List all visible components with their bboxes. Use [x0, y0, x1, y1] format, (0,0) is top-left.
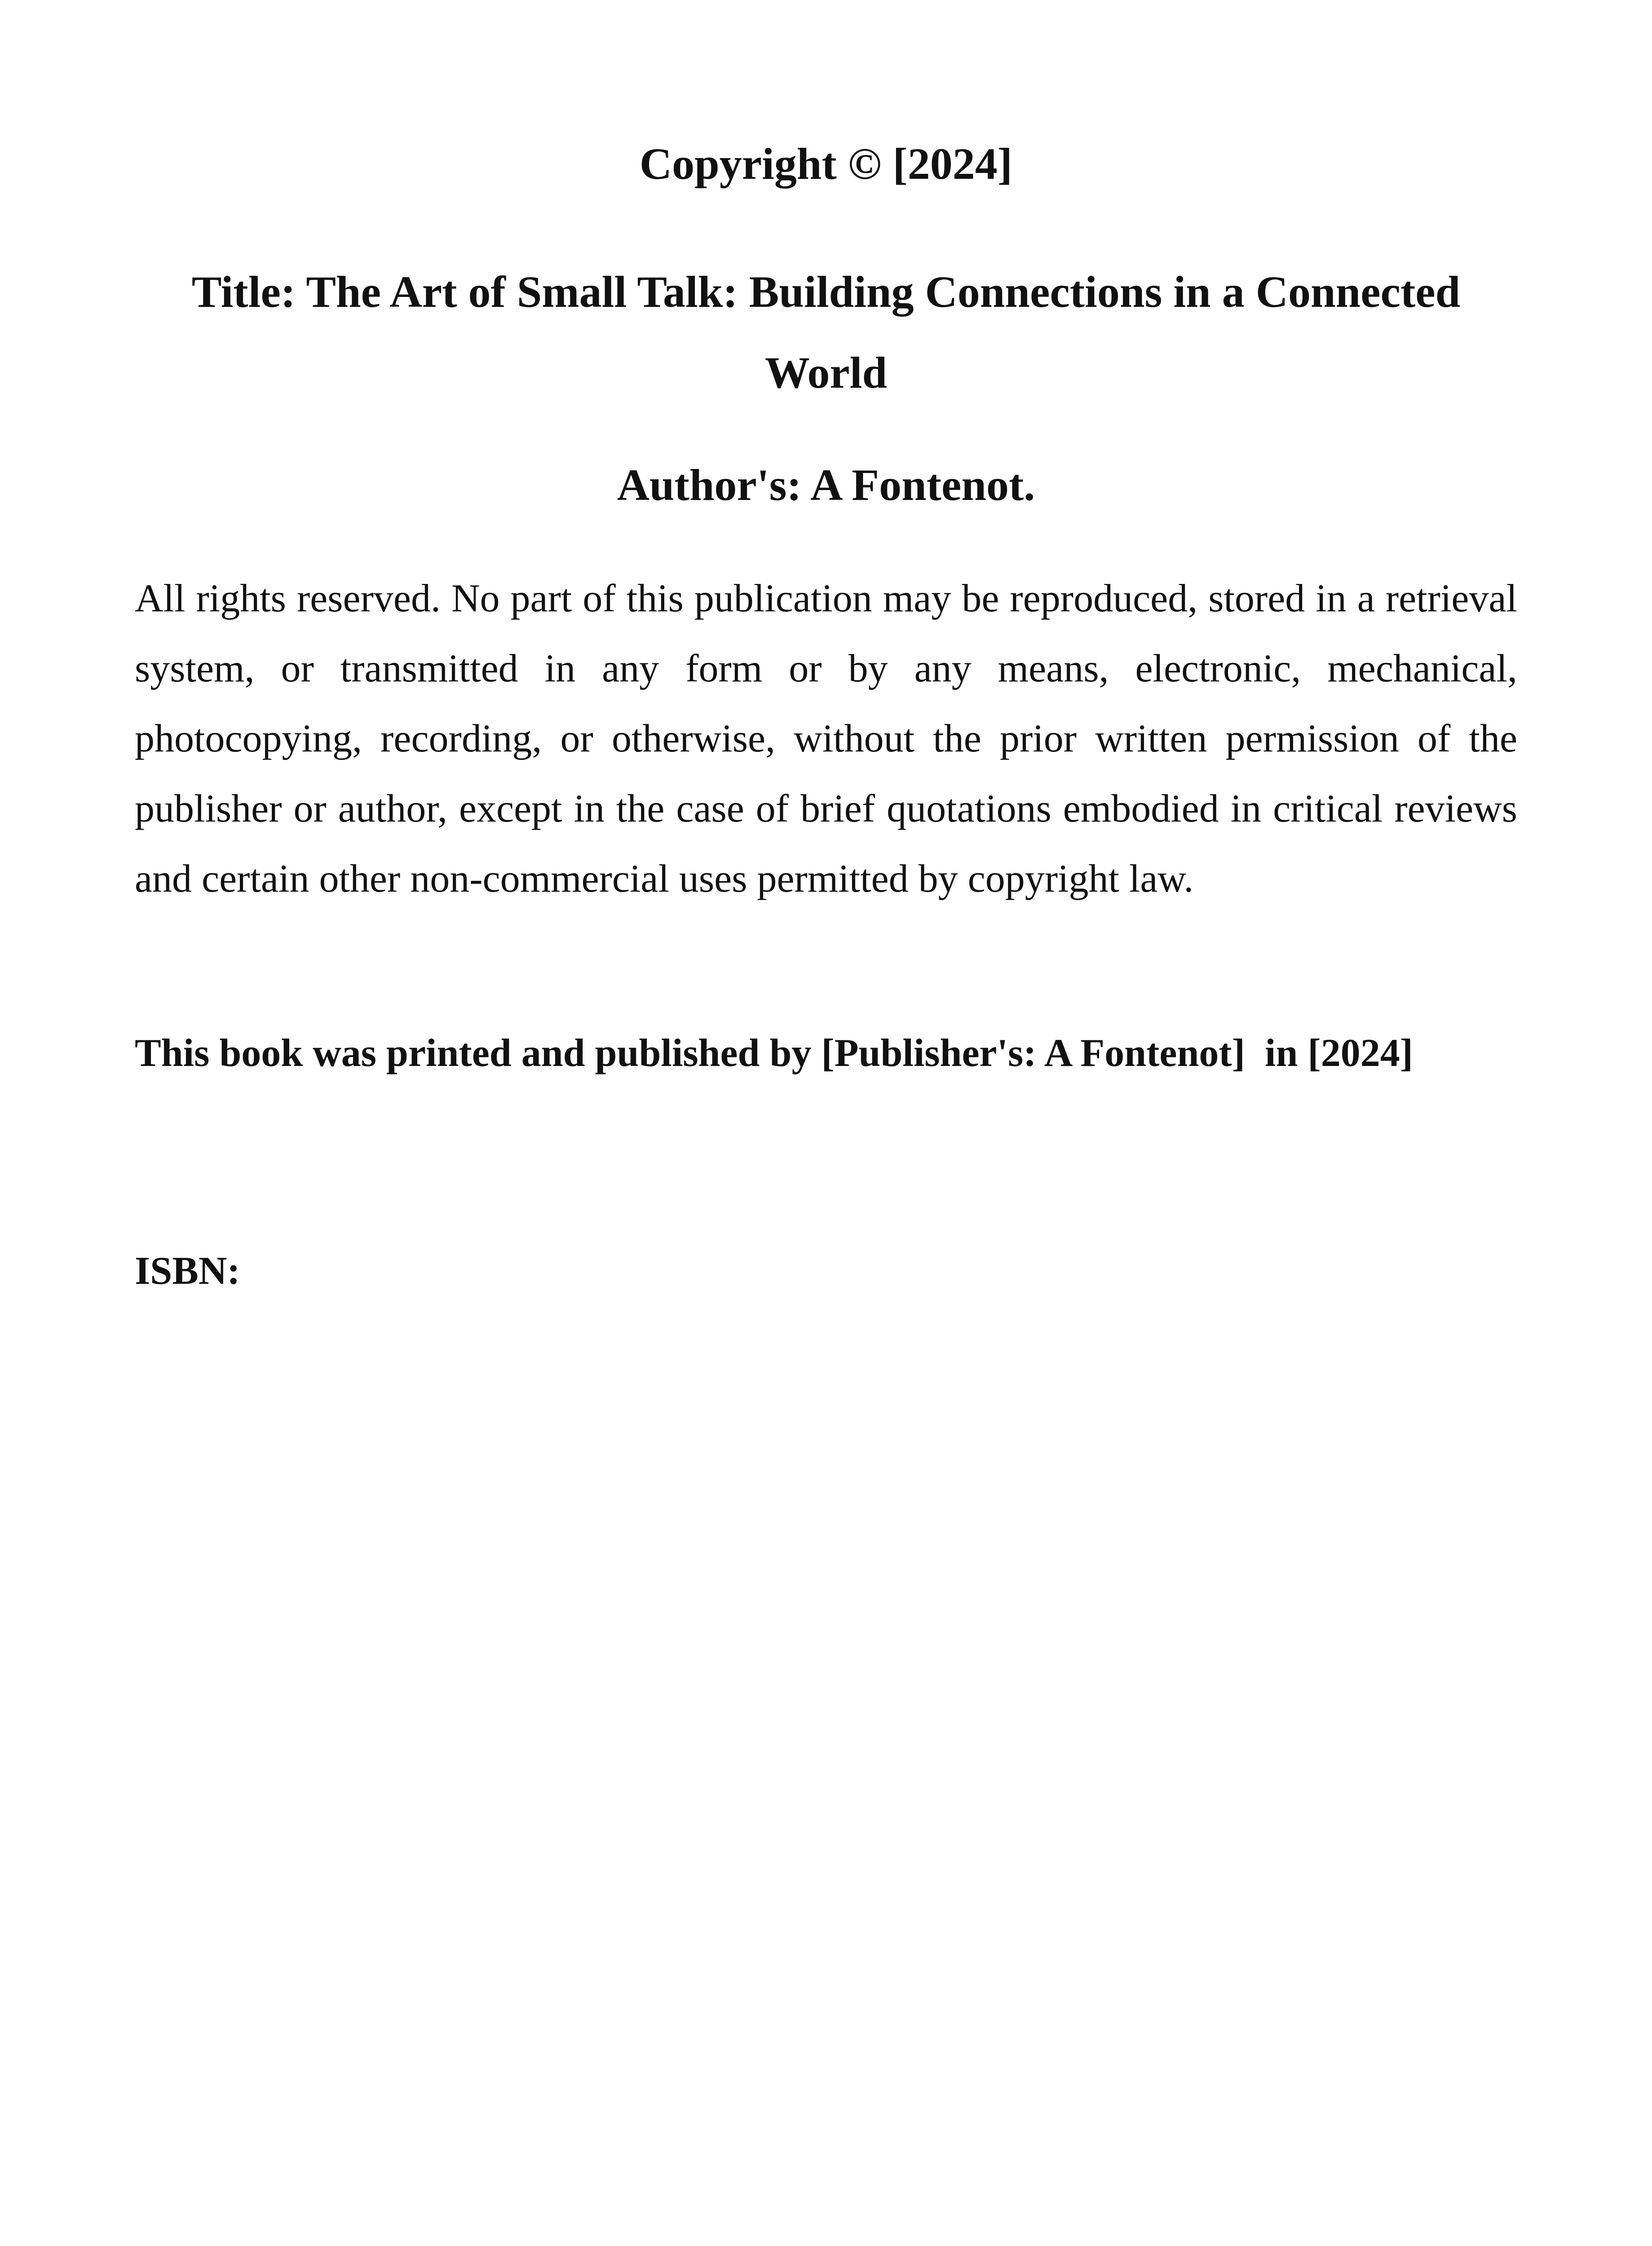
publisher-line: This book was printed and published by [Publisher's: A Fontenot] in [2024] [135, 1031, 1413, 1075]
author-line: Author's: A Fontenot. [617, 460, 1035, 510]
isbn-label: ISBN: [135, 1249, 240, 1293]
book-title: Title: The Art of Small Talk: Building Connections in a Connected World [191, 267, 1461, 398]
copyright-heading: Copyright © [2024] [639, 139, 1013, 189]
rights-paragraph: All rights reserved. No part of this publication may be reproduced, stored in a retrieval system, or transmitted in any form or by any means, electronic, mechanical, photocopying, recording, or otherwise, without the prior written permission of the publisher or author, except in the case of brief quotations embodied in critical reviews and certain other non-commercial uses permitted by copyright law. [135, 577, 1517, 901]
